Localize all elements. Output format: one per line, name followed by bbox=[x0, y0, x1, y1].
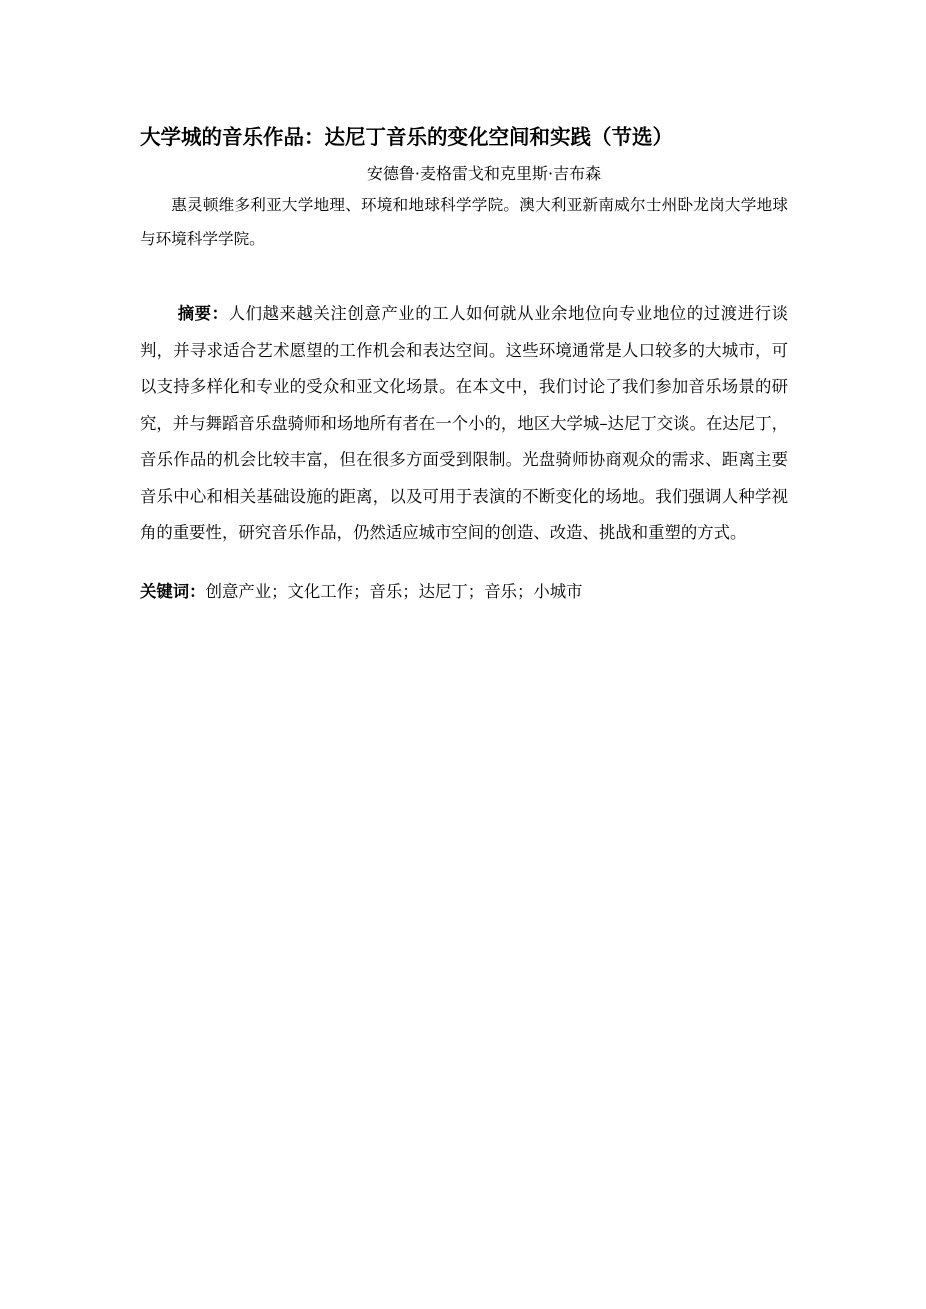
abstract-label: 摘要： bbox=[177, 304, 229, 323]
authors-line: 安德鲁·麦格雷戈和克里斯·吉布森 bbox=[366, 164, 602, 183]
keywords-line bbox=[140, 574, 788, 610]
document-title: 大学城的音乐作品：达尼丁音乐的变化空间和实践（节选） bbox=[140, 125, 673, 149]
keywords-text: 创意产业；文化工作；音乐；达尼丁；音乐；小城市 bbox=[205, 581, 583, 601]
keywords-label: 关键词： bbox=[140, 581, 206, 601]
abstract-text: 人们越来越关注创意产业的工人如何就从业余地位向专业地位的过渡进行谈判，并寻求适合艺术愿望的工作机会和表达空间。这些环境通常是人口较多的大城市，可以支持多样化和专业的受众和亚文化场景。在本文中，我们讨论了我们参加音乐场景的研究，并与舞蹈音乐盘骑师和场地所有者在一个小的，地区大学城–达尼丁交谈。在达尼丁，音乐作品的机会比较丰富，但在很多方面受到限制。光盘骑师协商观众的需求、距离主要音乐中心和相关基础设施的距离，以及可用于表演的不断变化的场地。我们强调人种学视角的重要性，研究音乐作品，仍然适应城市空间的创造、改造、挑战和重塑的方式。 bbox=[140, 304, 788, 542]
document-page bbox=[140, 120, 788, 610]
affiliation-paragraph: 惠灵顿维多利亚大学地理、环境和地球科学学院。澳大利亚新南威尔士州卧龙岗大学地球与环境科学学院。 bbox=[140, 196, 788, 248]
abstract-paragraph bbox=[140, 296, 788, 552]
